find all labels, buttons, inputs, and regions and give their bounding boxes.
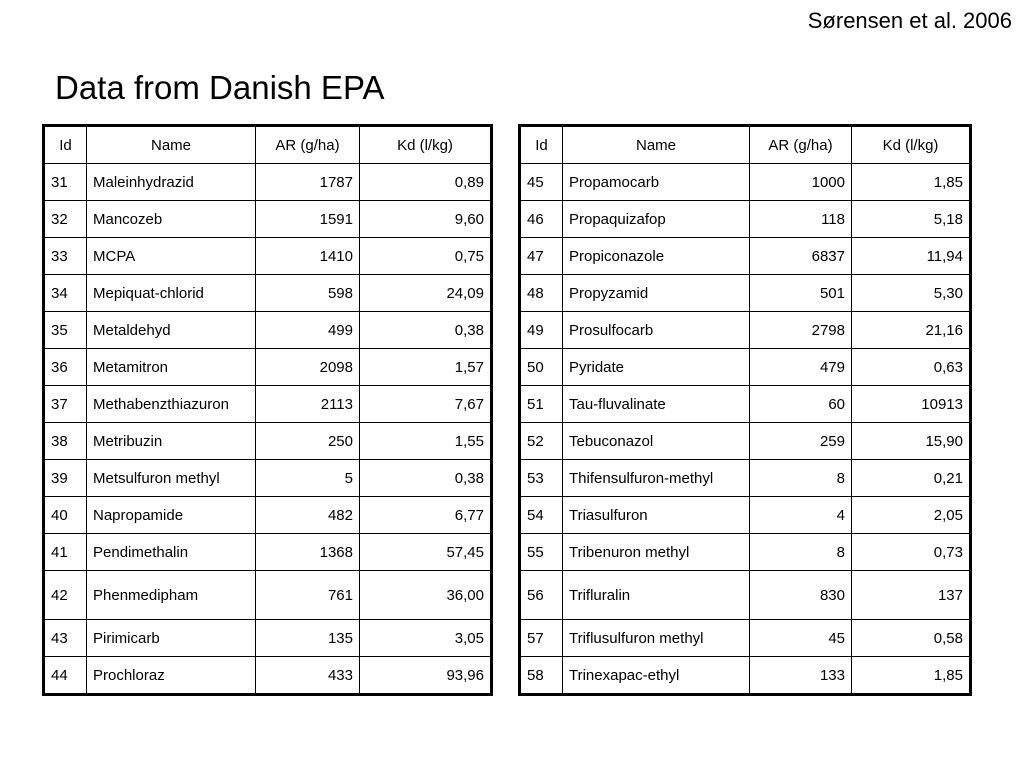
cell-name: Thifensulfuron-methyl (563, 460, 750, 497)
cell-ar: 482 (256, 497, 360, 534)
cell-kd: 0,21 (852, 460, 971, 497)
cell-ar: 761 (256, 571, 360, 620)
cell-ar: 501 (750, 275, 852, 312)
cell-kd: 24,09 (360, 275, 492, 312)
cell-name: Tau-fluvalinate (563, 386, 750, 423)
table-row (520, 497, 971, 534)
cell-name: Trinexapac-ethyl (563, 657, 750, 695)
table-header-row (44, 126, 492, 164)
cell-kd: 5,18 (852, 201, 971, 238)
table-row (44, 275, 492, 312)
cell-id: 58 (520, 657, 563, 695)
cell-name: Pendimethalin (87, 534, 256, 571)
data-table-left (42, 124, 493, 696)
cell-kd: 15,90 (852, 423, 971, 460)
column-header-kd: Kd (l/kg) (852, 126, 971, 164)
cell-kd: 0,75 (360, 238, 492, 275)
cell-ar: 8 (750, 460, 852, 497)
cell-ar: 830 (750, 571, 852, 620)
cell-name: Metribuzin (87, 423, 256, 460)
cell-name: Phenmedipham (87, 571, 256, 620)
cell-kd: 2,05 (852, 497, 971, 534)
cell-ar: 1368 (256, 534, 360, 571)
cell-id: 32 (44, 201, 87, 238)
table-row (520, 312, 971, 349)
cell-kd: 7,67 (360, 386, 492, 423)
cell-id: 55 (520, 534, 563, 571)
table-row (44, 620, 492, 657)
cell-id: 45 (520, 164, 563, 201)
cell-kd: 5,30 (852, 275, 971, 312)
cell-id: 36 (44, 349, 87, 386)
cell-kd: 1,85 (852, 164, 971, 201)
cell-name: Prosulfocarb (563, 312, 750, 349)
column-header-name: Name (87, 126, 256, 164)
cell-ar: 135 (256, 620, 360, 657)
cell-name: Tebuconazol (563, 423, 750, 460)
cell-id: 44 (44, 657, 87, 695)
table-row (44, 386, 492, 423)
cell-ar: 250 (256, 423, 360, 460)
cell-id: 51 (520, 386, 563, 423)
cell-id: 46 (520, 201, 563, 238)
cell-id: 56 (520, 571, 563, 620)
cell-id: 42 (44, 571, 87, 620)
table-row (520, 620, 971, 657)
cell-id: 47 (520, 238, 563, 275)
cell-id: 57 (520, 620, 563, 657)
cell-name: Trifluralin (563, 571, 750, 620)
cell-ar: 2098 (256, 349, 360, 386)
table-header-row (520, 126, 971, 164)
table-row (520, 423, 971, 460)
cell-name: Mepiquat-chlorid (87, 275, 256, 312)
cell-id: 33 (44, 238, 87, 275)
cell-kd: 11,94 (852, 238, 971, 275)
cell-kd: 0,38 (360, 460, 492, 497)
cell-kd: 1,55 (360, 423, 492, 460)
cell-kd: 21,16 (852, 312, 971, 349)
cell-id: 31 (44, 164, 87, 201)
cell-id: 34 (44, 275, 87, 312)
cell-ar: 2113 (256, 386, 360, 423)
table-row (44, 164, 492, 201)
cell-ar: 479 (750, 349, 852, 386)
cell-ar: 259 (750, 423, 852, 460)
cell-id: 38 (44, 423, 87, 460)
cell-kd: 1,85 (852, 657, 971, 695)
column-header-ar: AR (g/ha) (256, 126, 360, 164)
page-title: Data from Danish EPA (55, 69, 385, 106)
cell-name: Pyridate (563, 349, 750, 386)
cell-id: 39 (44, 460, 87, 497)
cell-ar: 118 (750, 201, 852, 238)
cell-kd: 1,57 (360, 349, 492, 386)
cell-ar: 1787 (256, 164, 360, 201)
cell-ar: 433 (256, 657, 360, 695)
table-row (44, 349, 492, 386)
cell-ar: 2798 (750, 312, 852, 349)
cell-ar: 8 (750, 534, 852, 571)
column-header-id: Id (520, 126, 563, 164)
cell-ar: 4 (750, 497, 852, 534)
table-row (520, 238, 971, 275)
column-header-name: Name (563, 126, 750, 164)
column-header-kd: Kd (l/kg) (360, 126, 492, 164)
table-row (520, 460, 971, 497)
cell-ar: 133 (750, 657, 852, 695)
cell-id: 35 (44, 312, 87, 349)
table-row (44, 201, 492, 238)
cell-name: Metsulfuron methyl (87, 460, 256, 497)
cell-id: 41 (44, 534, 87, 571)
cell-ar: 60 (750, 386, 852, 423)
cell-id: 52 (520, 423, 563, 460)
cell-kd: 6,77 (360, 497, 492, 534)
cell-id: 54 (520, 497, 563, 534)
cell-kd: 0,63 (852, 349, 971, 386)
cell-name: Methabenzthiazuron (87, 386, 256, 423)
table-row (520, 386, 971, 423)
cell-kd: 137 (852, 571, 971, 620)
cell-name: Propamocarb (563, 164, 750, 201)
table-row (520, 534, 971, 571)
column-header-ar: AR (g/ha) (750, 126, 852, 164)
cell-name: Propiconazole (563, 238, 750, 275)
cell-kd: 0,89 (360, 164, 492, 201)
cell-kd: 9,60 (360, 201, 492, 238)
cell-name: Tribenuron methyl (563, 534, 750, 571)
cell-id: 40 (44, 497, 87, 534)
cell-name: MCPA (87, 238, 256, 275)
cell-name: Metamitron (87, 349, 256, 386)
table-row (520, 201, 971, 238)
column-header-id: Id (44, 126, 87, 164)
table-row (44, 534, 492, 571)
data-table-right (518, 124, 972, 696)
table-row (520, 657, 971, 695)
table-row (44, 497, 492, 534)
cell-ar: 45 (750, 620, 852, 657)
cell-ar: 1591 (256, 201, 360, 238)
cell-name: Triflusulfuron methyl (563, 620, 750, 657)
table-row (44, 312, 492, 349)
cell-ar: 6837 (750, 238, 852, 275)
table-row (520, 349, 971, 386)
table-row (44, 238, 492, 275)
table-row (44, 571, 492, 620)
cell-kd: 10913 (852, 386, 971, 423)
cell-kd: 57,45 (360, 534, 492, 571)
citation: Sørensen et al. 2006 (807, 8, 1012, 33)
cell-id: 50 (520, 349, 563, 386)
cell-ar: 1410 (256, 238, 360, 275)
table-row (520, 164, 971, 201)
table-row (44, 460, 492, 497)
cell-kd: 0,58 (852, 620, 971, 657)
cell-kd: 0,38 (360, 312, 492, 349)
cell-ar: 1000 (750, 164, 852, 201)
cell-name: Prochloraz (87, 657, 256, 695)
cell-id: 49 (520, 312, 563, 349)
cell-kd: 0,73 (852, 534, 971, 571)
cell-id: 43 (44, 620, 87, 657)
cell-id: 37 (44, 386, 87, 423)
cell-id: 53 (520, 460, 563, 497)
cell-name: Pirimicarb (87, 620, 256, 657)
cell-ar: 598 (256, 275, 360, 312)
cell-name: Napropamide (87, 497, 256, 534)
cell-name: Metaldehyd (87, 312, 256, 349)
table-row (44, 423, 492, 460)
cell-name: Propyzamid (563, 275, 750, 312)
cell-id: 48 (520, 275, 563, 312)
cell-ar: 5 (256, 460, 360, 497)
cell-name: Maleinhydrazid (87, 164, 256, 201)
cell-ar: 499 (256, 312, 360, 349)
cell-kd: 36,00 (360, 571, 492, 620)
table-row (520, 275, 971, 312)
table-row (44, 657, 492, 695)
cell-name: Mancozeb (87, 201, 256, 238)
cell-kd: 93,96 (360, 657, 492, 695)
cell-name: Triasulfuron (563, 497, 750, 534)
cell-name: Propaquizafop (563, 201, 750, 238)
table-row (520, 571, 971, 620)
cell-kd: 3,05 (360, 620, 492, 657)
